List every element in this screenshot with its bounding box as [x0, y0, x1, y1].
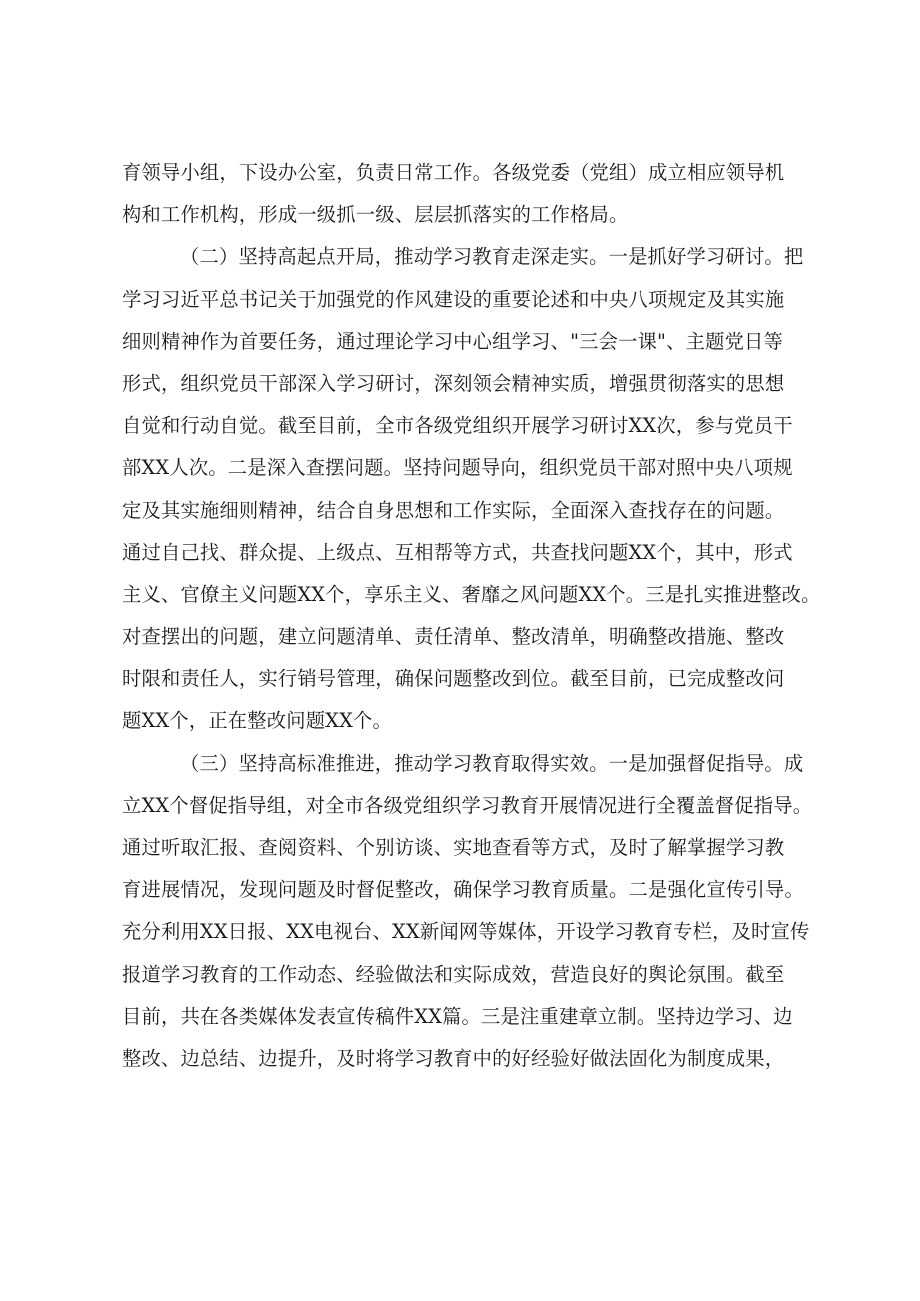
text-line: 报道学习教育的工作动态、经验做法和实际成效，营造良好的舆论氛围。截至	[122, 962, 785, 986]
text-line: 学习习近平总书记关于加强党的作风建设的重要论述和中央八项规定及其实施	[122, 287, 785, 311]
text-line: 育领导小组，下设办公室，负责日常工作。各级党委（党组）成立相应领导机	[122, 161, 785, 184]
text-line: 主义、官僚主义问题XX个，享乐主义、奢靡之风问题XX个。三是扎实推进整改。	[122, 582, 821, 606]
text-line: 自觉和行动自觉。截至目前，全市各级党组织开展学习研讨XX次，参与党员干	[122, 414, 793, 438]
section-heading-line: （二）坚持高起点开局，推动学习教育走深走实。一是抓好学习研讨。把	[180, 245, 804, 269]
text-line: 整改、边总结、边提升，及时将学习教育中的好经验好做法固化为制度成果，	[122, 1046, 785, 1070]
section-heading-line: （三）坚持高标准推进，推动学习教育取得实效。一是加强督促指导。成	[180, 751, 804, 775]
text-line: 立XX个督促指导组，对全市各级党组织学习教育开展情况进行全覆盖督促指导。	[122, 793, 813, 817]
document-page	[122, 152, 822, 1080]
text-line: 题XX个，正在整改问题XX个。	[122, 709, 392, 733]
text-line: 对查摆出的问题，建立问题清单、责任清单、整改清单，明确整改措施、整改	[122, 625, 785, 649]
text-line: 定及其实施细则精神，结合自身思想和工作实际，全面深入查找存在的问题。	[122, 498, 785, 522]
text-line: 构和工作机构，形成一级抓一级、层层抓落实的工作格局。	[122, 203, 629, 227]
text-line: 目前，共在各类媒体发表宣传稿件XX篇。三是注重建章立制。坚持边学习、边	[122, 1004, 793, 1028]
text-line: 通过自己找、群众提、上级点、互相帮等方式，共查找问题XX个，其中，形式	[122, 540, 793, 564]
text-line: 通过听取汇报、查阅资料、个别访谈、实地查看等方式，及时了解掌握学习教	[122, 836, 785, 859]
text-line: 充分利用XX日报、XX电视台、XX新闻网等媒体，开设学习教育专栏，及时宣传	[122, 920, 810, 944]
text-line: 形式，组织党员干部深入学习研讨，深刻领会精神实质，增强贯彻落实的思想	[122, 371, 785, 395]
text-line: 细则精神作为首要任务，通过理论学习中心组学习、"三会一课"、主题党日等	[122, 329, 784, 353]
text-line: 时限和责任人，实行销号管理，确保问题整改到位。截至目前，已完成整改问	[122, 667, 785, 691]
text-line: 部XX人次。二是深入查摆问题。坚持问题导向，组织党员干部对照中央八项规	[122, 456, 793, 480]
text-line: 育进展情况，发现问题及时督促整改，确保学习教育质量。二是强化宣传引导。	[122, 878, 804, 902]
